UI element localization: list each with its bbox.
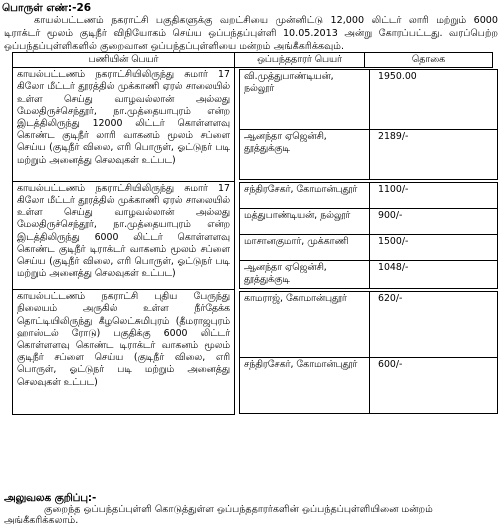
bid-row [240, 209, 498, 235]
tender-table [12, 52, 493, 415]
contractor-name: வி.முத்துபாண்டியன், நல்லூர் [240, 70, 370, 130]
bid-amount: 600/- [370, 357, 498, 413]
bid-amount: 2189/- [370, 130, 498, 180]
contractor-name: ஆனந்தா ஏஜென்சி, தூத்துக்குடி [240, 130, 370, 180]
contractor-name: மத்துபாண்டியன், நல்லூர் [240, 209, 370, 235]
table-row [13, 290, 493, 415]
bid-amount: 620/- [370, 291, 498, 357]
bid-row [240, 291, 498, 357]
contractor-name: சந்திரசேகர், கோமான்புதூர் [240, 183, 370, 209]
bid-amount: 1100/- [370, 183, 498, 209]
bid-amount: 1048/- [370, 261, 498, 288]
intro-paragraph: காயல்பட்டணம் நகராட்சி பகுதிகளுக்கு வறட்சியை முன்னிட்டு 12,000 லிட்டர் லாரி மற்றும் 6000 டிராக்டர் மூலம் குடிநீர் விநியோகம் செய்ய ஒப்பந்தப்புள்ளி 10.05.2013 அன்று கோரப்பட்டது. வரப்பெற்ற ஒப்பந்தப்புள்ளிகளில் குறைவான ஒப்பந்தப்புள்ளியை மன்றம் அங்கீகரிக்கவும். [4, 15, 498, 52]
header-contractor-name: ஒப்பந்ததாரர் பெயர் [235, 53, 365, 68]
contractor-name: காமராஜ், கோமான்புதூர் [240, 291, 370, 357]
bid-row [240, 357, 498, 413]
table-row [13, 181, 493, 289]
bid-row [240, 183, 498, 209]
bid-amount: 900/- [370, 209, 498, 235]
contractor-name: மாசானகுமார், முக்காணி [240, 235, 370, 261]
office-note-body: குறைந்த ஒப்பந்தப்புள்ளி கொடுத்துள்ள ஒப்பந்ததாரர்களின் ஒப்பந்தப்புள்ளியினை மன்றம் அங்கீகரிக்கலாம். [4, 504, 433, 526]
work-description: காயல்பட்டணம் நகராட்சி புதிய பேருந்து நிலையம் அருகில் உள்ள நீர்தேக்க தொட்டியிலிருந்து கீழலெட்சுமிபுரம் (தீமராஜபுரம் ஹாஸ்டல் ரோடு) பகுதிக்கு 6000 லிட்டர் கொள்ளளவு கொண்ட டிராக்டர் வாகனம் மூலம் குடிநீர் சப்ளை செய்ய (குடிநீர் விலை, எரி பொருள், ஓட்டுநர் படி மற்றும் அனைத்து செலவுகள் உட்பட) [13, 290, 235, 415]
table-row [13, 68, 493, 182]
bids-subtable [239, 182, 498, 288]
bid-amount: 1950.00 [370, 70, 498, 130]
contractor-name: சந்திரசேகர், கோமான்புதூர் [240, 357, 370, 413]
bids-subtable [239, 69, 498, 180]
table-header-row [13, 53, 493, 68]
work-description: காயல்பட்டணம் நகராட்சியிலிருந்து சுமார் 17 கிலோ மீட்டர் தூரத்தில் முக்காணி ஏரல் சாலையில் உள்ள செய்து வாழவல்லான் அல்லது மேலதிருச்செந்தூர், நா.முத்தையாபுரம் என்ற இடத்திலிருந்து 12000 லிட்டர் கொள்ளளவு கொண்ட குடிநீர் லாரி வாகனம் மூலம் சப்ளை செய்ய (குடிநீர் விலை, எரி பொருள், ஓட்டுநர் படி மற்றும் அனைத்து செலவுகள் உட்பட) [13, 68, 235, 182]
office-note-title: அலுவலக குறிப்பு:- [4, 492, 97, 504]
header-amount: தொகை [365, 53, 493, 68]
bid-row [240, 130, 498, 180]
subject-heading: பொருள் எண்:-26 [2, 2, 92, 14]
bid-amount: 1500/- [370, 235, 498, 261]
header-work-name: பணியின் பெயர் [13, 53, 235, 68]
work-description: காயல்பட்டணம் நகராட்சியிலிருந்து சுமார் 17 கிலோ மீட்டர் தூரத்தில் முக்காணி ஏரல் சாலையில் உள்ள செய்து வாழவல்லான் அல்லது மேலதிருச்செந்தூர், நா.முத்தையாபுரம் என்ற இடத்திலிருந்து 6000 லிட்டர் கொள்ளளவு கொண்ட குடிநீர் டிராக்டர் வாகனம் மூலம் சப்ளை செய்ய (குடிநீர் விலை, எரி பொருள், ஓட்டுநர் படி மற்றும் அனைத்து செலவுகள் உட்பட) [13, 181, 235, 289]
contractor-name: ஆனந்தா ஏஜென்சி, தூத்துக்குடி [240, 261, 370, 288]
bid-row [240, 70, 498, 130]
bid-row [240, 261, 498, 288]
bid-row [240, 235, 498, 261]
bids-subtable [239, 291, 498, 414]
